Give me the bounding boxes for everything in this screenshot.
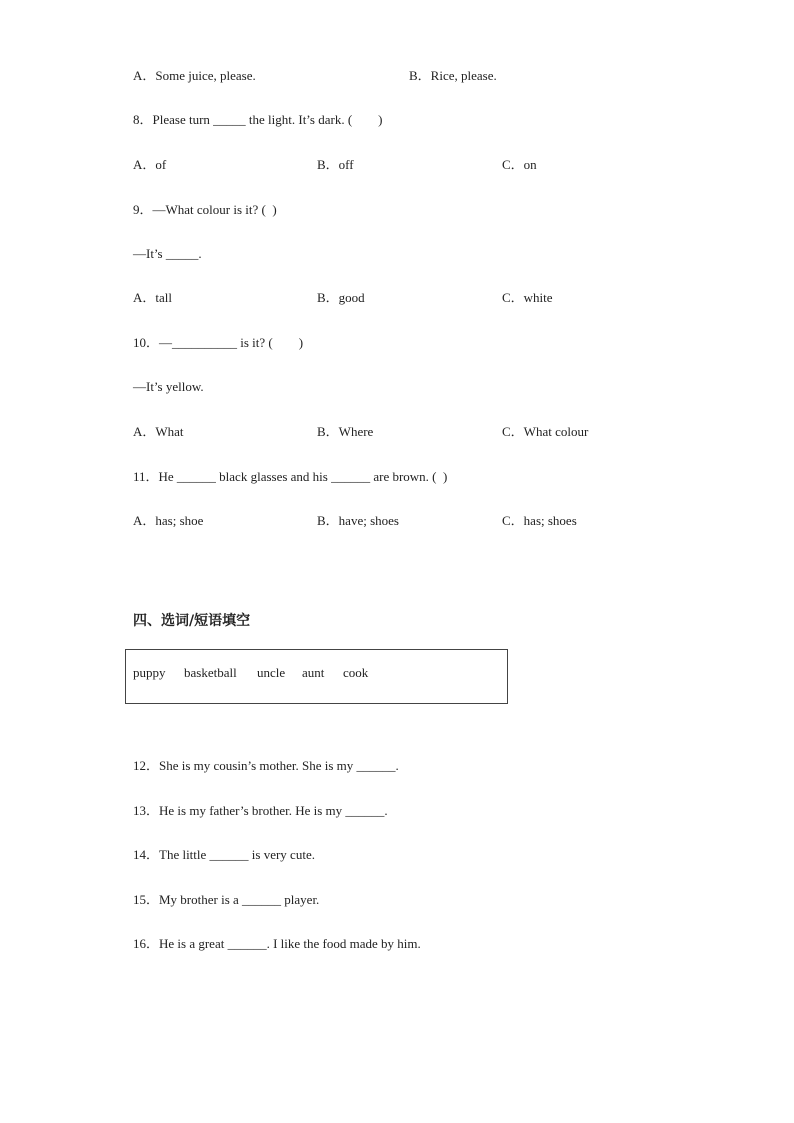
q11-option-c: C．has; shoes	[502, 513, 577, 528]
word-bank-item: uncle	[257, 665, 286, 680]
question-10-answer-line: —It’s yellow.	[133, 379, 204, 394]
q8-option-b: B．off	[317, 157, 354, 172]
q10-option-a: A．What	[133, 424, 184, 439]
section-4-heading: 四、选词/短语填空	[133, 613, 251, 629]
q9-option-a: A．tall	[133, 290, 172, 305]
q9-option-b: B．good	[317, 290, 365, 305]
q8-option-c: C．on	[502, 157, 537, 172]
q10-option-b: B．Where	[317, 424, 374, 439]
question-14: 14．The little ______ is very cute.	[133, 847, 315, 862]
question-9-stem: 9．—What colour is it? ( )	[133, 202, 277, 217]
q8-option-a: A．of	[133, 157, 167, 172]
q10-option-c: C．What colour	[502, 424, 589, 439]
word-bank-box	[125, 649, 508, 704]
word-bank-item: cook	[343, 665, 369, 680]
q7-option-b: B．Rice, please.	[409, 68, 497, 83]
q9-option-c: C．white	[502, 290, 553, 305]
question-11-stem: 11．He ______ black glasses and his ______ are brown. ( )	[133, 469, 448, 484]
word-bank-item: basketball	[184, 665, 237, 680]
word-bank-item: aunt	[302, 665, 325, 680]
question-8-stem: 8．Please turn _____ the light. It’s dark. ( )	[133, 112, 383, 127]
q11-option-a: A．has; shoe	[133, 513, 204, 528]
question-12: 12．She is my cousin’s mother. She is my ______.	[133, 758, 399, 773]
word-bank-item: puppy	[133, 665, 166, 680]
q7-option-a: A．Some juice, please.	[133, 68, 256, 83]
question-10-stem: 10．—__________ is it? ( )	[133, 335, 304, 350]
question-13: 13．He is my father’s brother. He is my ______.	[133, 803, 388, 818]
q11-option-b: B．have; shoes	[317, 513, 399, 528]
question-9-answer-line: —It’s _____.	[133, 246, 202, 261]
question-15: 15．My brother is a ______ player.	[133, 892, 320, 907]
question-16: 16．He is a great ______. I like the food made by him.	[133, 936, 421, 951]
